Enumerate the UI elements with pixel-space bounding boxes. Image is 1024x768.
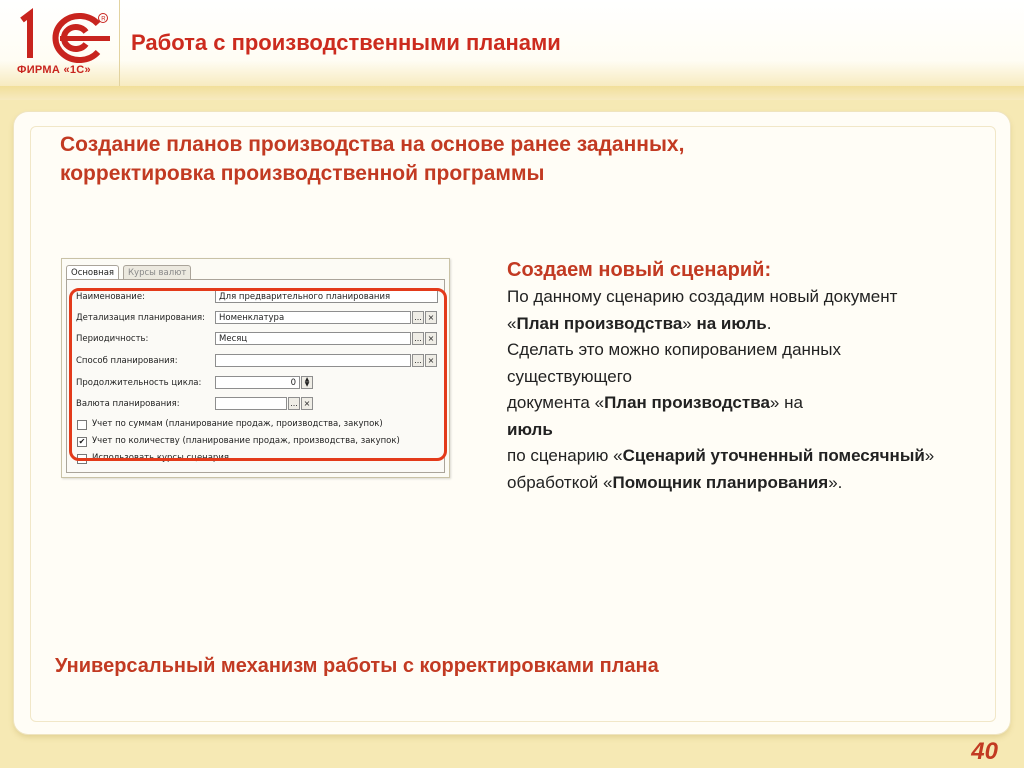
text-july: июль — [507, 419, 553, 439]
sum-accounting-label: Учет по суммам (планирование продаж, производства, закупок) — [92, 419, 383, 429]
text-plan: План производства — [516, 313, 683, 333]
highlight-frame — [69, 288, 447, 461]
detail-field[interactable]: Номенклатура — [215, 311, 411, 324]
qty-accounting-label: Учет по количеству (планирование продаж, производства, закупок) — [92, 436, 400, 446]
text-assistant: Помощник планирования — [612, 472, 829, 492]
periodicity-select-button[interactable]: ... — [412, 332, 424, 345]
text-for-july: на июль — [691, 313, 767, 333]
detail-select-button[interactable]: ... — [412, 311, 424, 324]
main-heading: Создание планов производства на основе ранее заданных, корректировка производственной программы — [60, 133, 685, 185]
logo-caption: ФИРМА «1С» — [17, 64, 91, 76]
currency-clear-icon[interactable]: × — [301, 397, 313, 410]
tab-main[interactable]: Основная — [66, 265, 119, 280]
use-scenario-rates-label: Использовать курсы сценария — [92, 453, 229, 463]
periodicity-field[interactable]: Месяц — [215, 332, 411, 345]
description-heading: Создаем новый сценарий: — [507, 259, 772, 281]
name-label: Наименование: — [76, 292, 145, 302]
text-dot: . — [766, 313, 772, 333]
qty-accounting-checkbox[interactable]: ✔ — [78, 437, 86, 446]
method-select-button[interactable]: ... — [412, 354, 424, 367]
text-p4b: » — [924, 446, 935, 465]
method-label: Способ планирования: — [76, 356, 178, 366]
text-p5b: ». — [828, 472, 843, 492]
header-separator — [0, 86, 1024, 100]
text-p2: Сделать это можно копированием данных существующего — [507, 340, 842, 386]
cycle-duration-label: Продолжительность цикла: — [76, 378, 202, 388]
quote-open: « — [507, 313, 517, 333]
periodicity-clear-icon[interactable]: × — [425, 332, 437, 345]
logo-divider — [119, 0, 120, 86]
cycle-stepper-icon[interactable]: ▲ ▼ — [301, 376, 313, 389]
page-number: 40 — [971, 738, 998, 765]
tab-currency-rates[interactable]: Курсы валют — [123, 265, 191, 280]
detail-label: Детализация планирования: — [76, 313, 205, 323]
text-p5a: обработкой « — [507, 472, 613, 492]
periodicity-label: Периодичность: — [76, 334, 149, 344]
text-p3b: » на — [769, 393, 803, 412]
method-clear-icon[interactable]: × — [425, 354, 437, 367]
name-field[interactable]: Для предварительного планирования — [215, 290, 438, 303]
footer-summary: Универсальный механизм работы с корректировками плана — [55, 655, 659, 677]
quote-close: » — [682, 313, 692, 333]
text-p4a: по сценарию « — [507, 446, 623, 465]
description-text — [507, 284, 947, 496]
text-p3a: документа « — [507, 393, 605, 412]
text-p3-plan: План производства — [604, 393, 770, 412]
text-p1: По данному сценарию создадим новый документ — [507, 287, 898, 306]
currency-label: Валюта планирования: — [76, 399, 180, 409]
svg-text:R: R — [101, 16, 106, 23]
detail-clear-icon[interactable]: × — [425, 311, 437, 324]
currency-select-button[interactable]: ... — [288, 397, 300, 410]
text-scenario: Сценарий уточненный помесячный — [622, 446, 925, 465]
cycle-duration-field[interactable]: 0 — [215, 376, 300, 389]
page-title: Работа с производственными планами — [131, 30, 561, 55]
description-block — [507, 256, 947, 496]
